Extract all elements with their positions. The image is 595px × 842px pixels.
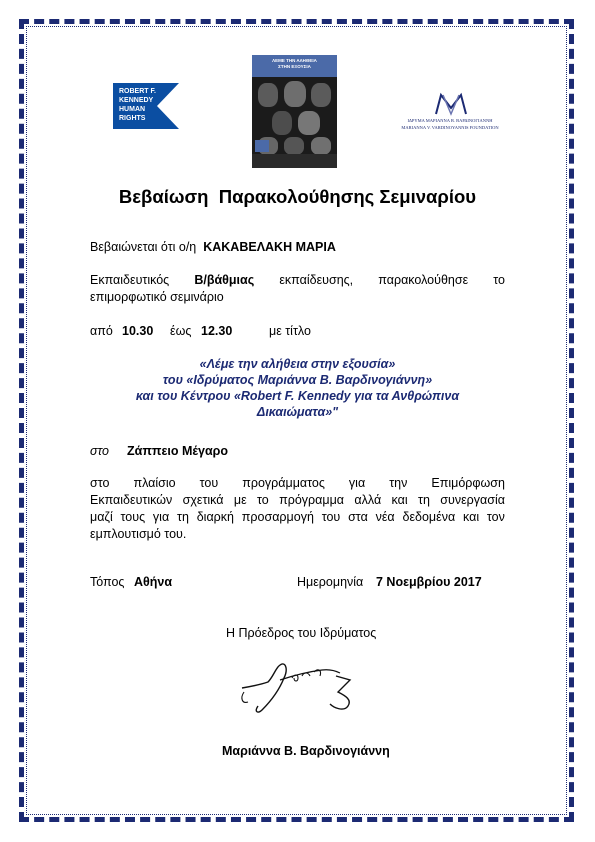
seminar-organizer-line: και του Κέντρου «Robert F. Kennedy για τα Ανθρώπινα (135, 389, 460, 403)
certificate-title: Βεβαίωση Παρακολούθησης Σεμιναρίου (118, 186, 477, 207)
seminar-title-line: «Λέμε την αλήθεια στην εξουσία» (199, 357, 396, 371)
portrait-photo (284, 81, 306, 107)
body-line-4: εμπλουτισμό του. (90, 527, 187, 541)
book-cover-image (252, 55, 337, 168)
place-label: Τόπος (90, 575, 125, 589)
seminar-organizer-line: του «Ιδρύματος Μαριάννα Β. Βαρδινογιάννη» (162, 373, 433, 387)
body-word: και (463, 510, 480, 524)
education-line (90, 273, 505, 287)
body-word: προγράμματος (242, 476, 325, 490)
body-word: τη (177, 510, 189, 524)
signatory-name: Μαριάννα Β. Βαρδινογιάννη (222, 744, 390, 758)
seminar-organizer-line: Δικαιώματα»" (256, 405, 339, 419)
edu-word: το (493, 273, 505, 287)
body-word: Επιμόρφωση (431, 476, 505, 490)
date-label: Ημερομηνία (297, 575, 364, 589)
body-word: συνεργασία (440, 493, 505, 507)
portrait-photo (311, 137, 331, 155)
rfk-logo-line: KENNEDY (119, 97, 154, 104)
book-title-line: ΣΤΗΝ ΕΞΟΥΣΙΑ (278, 64, 311, 69)
time-from-label: από (90, 324, 113, 338)
rfk-logo-line: ROBERT F. (119, 88, 156, 95)
foundation-name-greek: ΙΔΡΥΜΑ ΜΑΡΙΑΝΝΑ Β. ΒΑΡΔΙΝΟΓΙΑΝΝΗ (407, 118, 493, 123)
venue-label: στο (90, 444, 109, 458)
body-word: και (391, 493, 408, 507)
body-word: στο (90, 476, 110, 490)
body-line-3 (90, 510, 505, 524)
body-word: το (257, 493, 269, 507)
mv-monogram-icon (433, 92, 469, 116)
body-word: με (233, 493, 247, 507)
time-to-label: έως (170, 324, 192, 338)
portrait-photo (272, 111, 292, 135)
rfk-logo-triangle (157, 83, 179, 129)
body-word: διαρκή (196, 510, 234, 524)
rfk-human-rights-logo (113, 83, 179, 129)
handwritten-signature (232, 658, 367, 718)
rfk-logo-line: RIGHTS (119, 115, 146, 122)
body-line-2 (90, 493, 505, 507)
body-word: του (321, 510, 341, 524)
book-badge (255, 140, 269, 152)
education-grade: Β/βάθμιας (194, 273, 255, 287)
body-word: Εκπαιδευτικών (90, 493, 173, 507)
body-word: την (389, 476, 408, 490)
book-bottom-strip (252, 154, 337, 168)
body-word: σχετικά (182, 493, 224, 507)
president-title: Η Πρόεδρος του Ιδρύματος (226, 626, 377, 640)
body-word: στα (348, 510, 368, 524)
portrait-photo (298, 111, 320, 135)
body-word: του (199, 476, 219, 490)
portrait-photo (284, 137, 304, 155)
body-word: μαζί (90, 510, 113, 524)
book-title-line: ΛΕΜΕ ΤΗΝ ΑΛΗΘΕΙΑ (272, 58, 317, 63)
edu-word: Εκπαιδευτικός (90, 273, 170, 287)
time-to: 12.30 (201, 324, 233, 338)
body-word: δεδομένα (402, 510, 456, 524)
attest-line (90, 240, 336, 254)
edu-word: παρακολούθησε (378, 273, 469, 287)
body-word: πρόγραμμα (279, 493, 345, 507)
vardinoyannis-foundation-logo (398, 92, 502, 134)
attest-prefix: Βεβαιώνεται ότι ο/η (90, 240, 197, 254)
body-word: αλλά (354, 493, 382, 507)
body-word: τη (418, 493, 430, 507)
body-word: για (348, 476, 366, 490)
body-word: τον (486, 510, 505, 524)
time-from: 10.30 (122, 324, 154, 338)
place-value: Αθήνα (134, 575, 173, 589)
edu-word: εκπαίδευσης, (279, 273, 354, 287)
body-word: τους (120, 510, 146, 524)
body-word: νέα (375, 510, 395, 524)
date-value: 7 Νοεμβρίου 2017 (376, 575, 482, 589)
foundation-name-english: MARIANNA V. VARDINOYANNIS FOUNDATION (401, 125, 499, 130)
education-line-2: επιμορφωτικό σεμινάριο (90, 290, 224, 304)
portrait-photo (311, 83, 331, 107)
rfk-logo-line: HUMAN (119, 106, 146, 113)
portrait-photo (258, 83, 278, 107)
body-line-1 (90, 476, 505, 490)
time-suffix: με τίτλο (269, 324, 311, 338)
venue-name: Ζάππειο Μέγαρο (127, 444, 229, 458)
body-word: για (152, 510, 170, 524)
body-word: προσαρμογή (241, 510, 314, 524)
body-word: πλαίσιο (133, 476, 176, 490)
attendee-name: ΚΑΚΑΒΕΛΑΚΗ ΜΑΡΙΑ (203, 240, 336, 254)
